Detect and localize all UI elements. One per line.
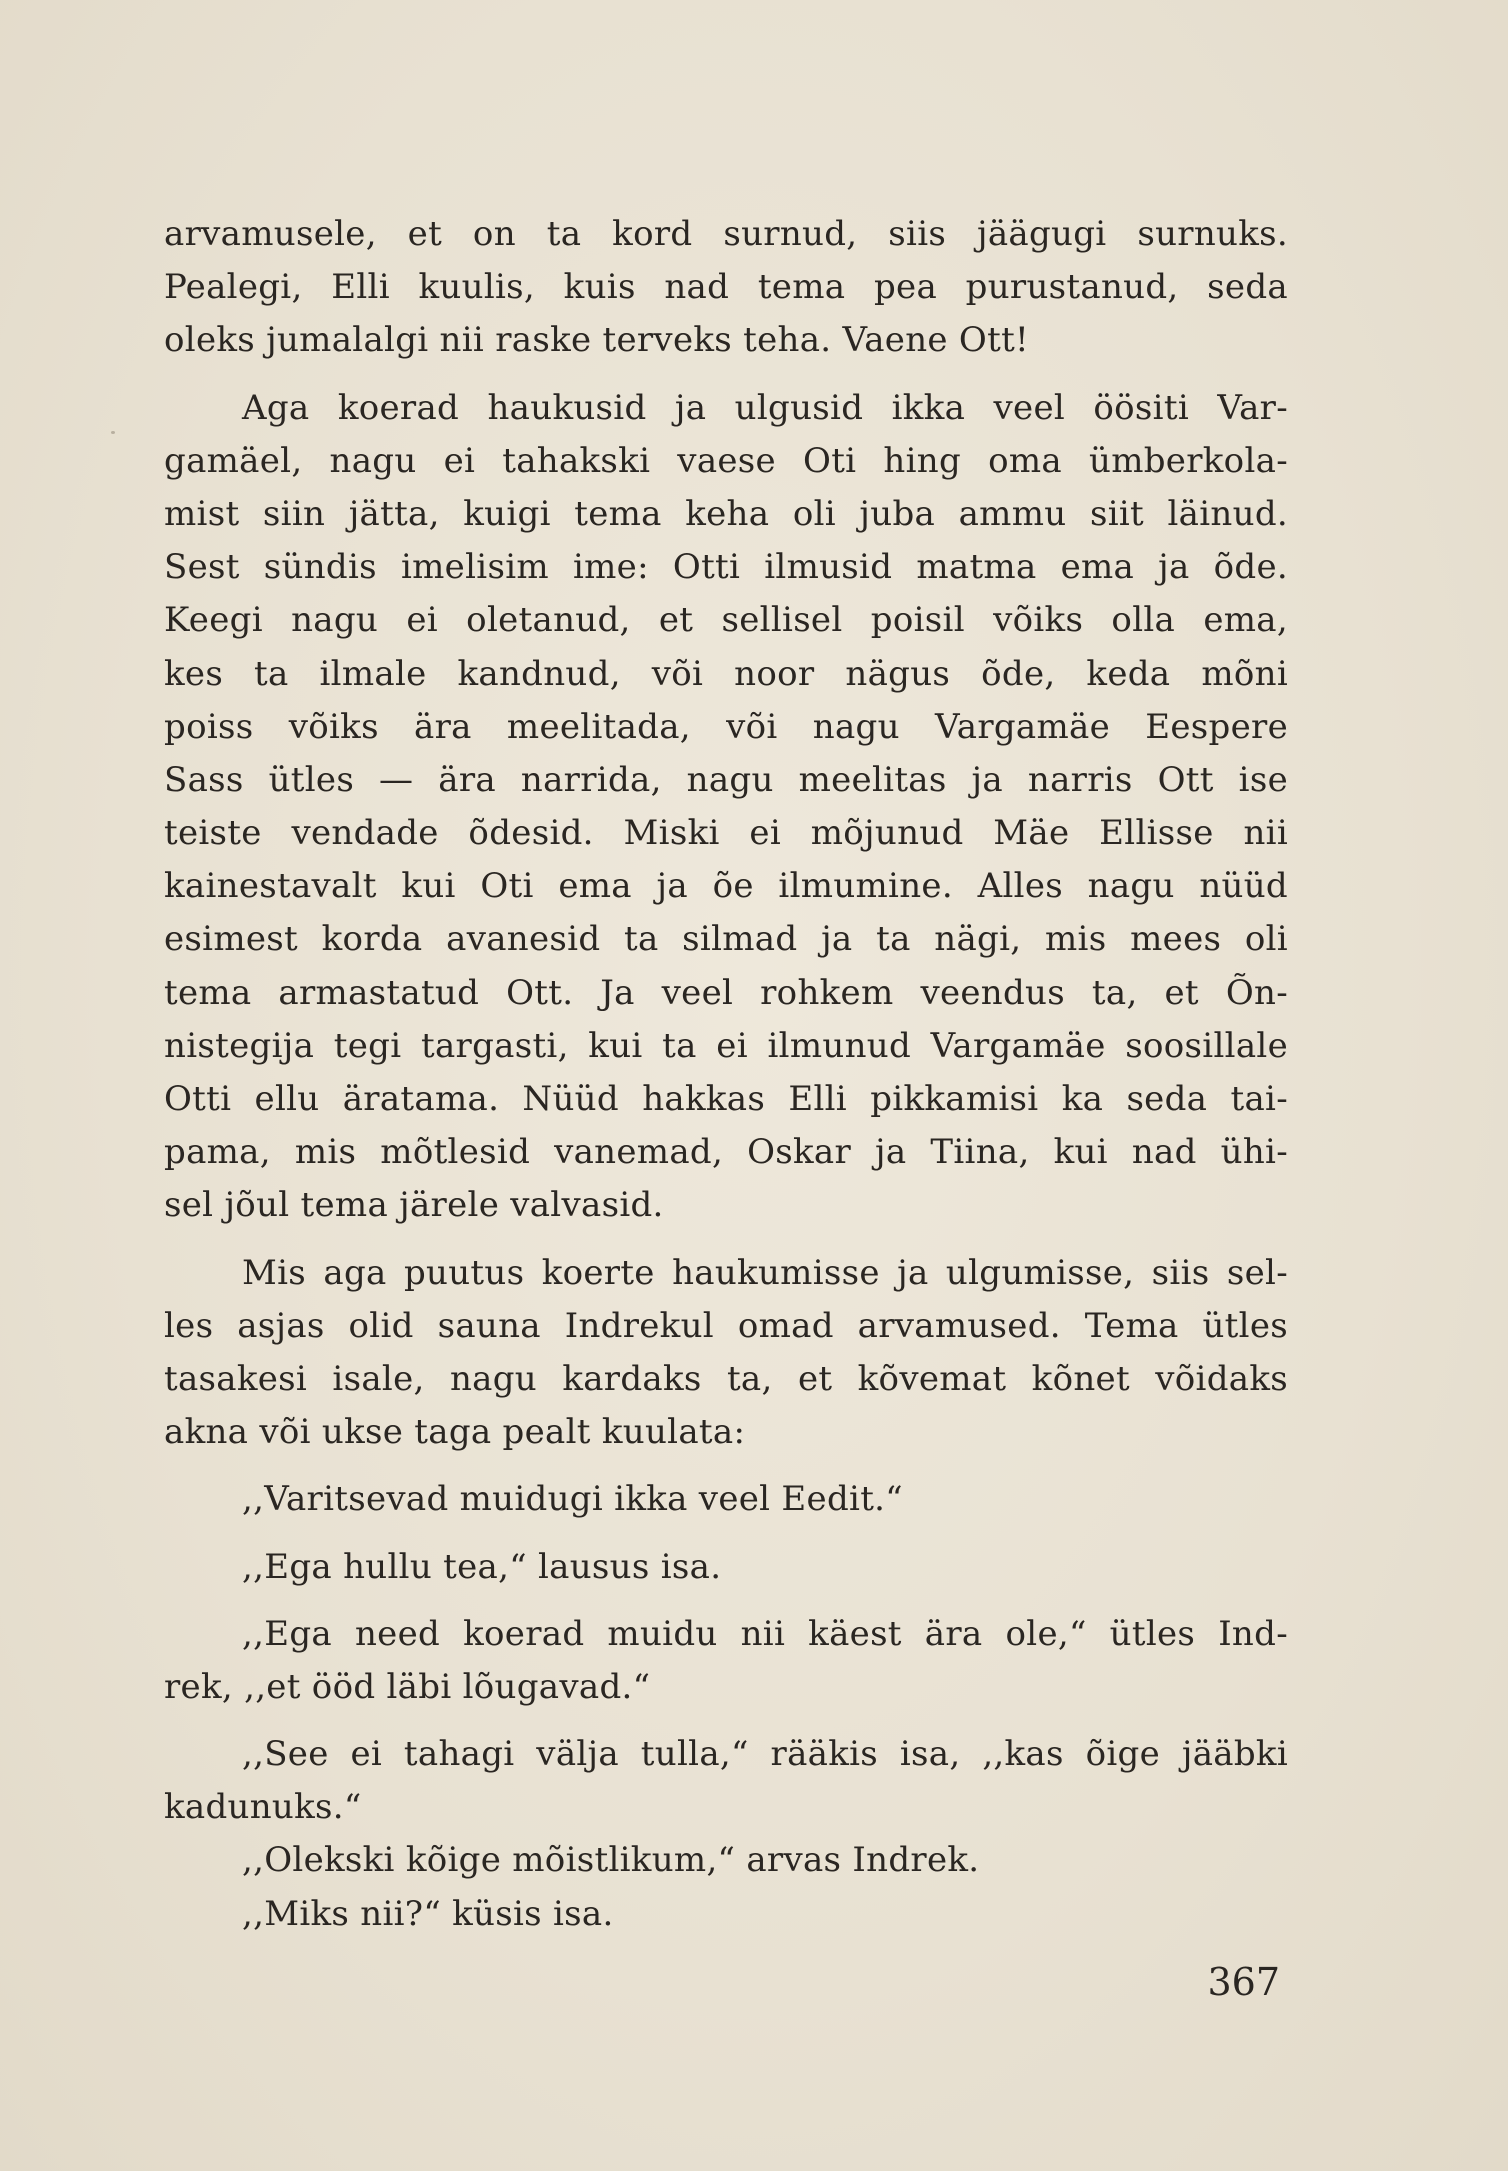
body-text — [164, 208, 1288, 1941]
paragraph — [164, 1608, 1288, 1714]
text-line: ,,Miks nii?“ küsis isa. — [242, 1893, 614, 1934]
text-line: ,,Ega hullu tea,“ lausus isa. — [242, 1546, 722, 1587]
text-line: gamäel, nagu ei tahakski vaese Oti hing oma ümberkola- — [164, 440, 1288, 481]
text-line: teiste vendade õdesid. Miski ei mõjunud Mäe Ellisse nii — [164, 813, 1288, 854]
text-line: ,,See ei tahagi välja tulla,“ rääkis isa, ,,kas õige jääbki — [242, 1734, 1288, 1775]
text-line: kadunuks.“ — [164, 1787, 362, 1828]
text-line: kainestavalt kui Oti ema ja õe ilmumine. Alles nagu nüüd — [164, 866, 1288, 907]
paper-speck — [111, 431, 115, 434]
text-line: Aga koerad haukusid ja ulgusid ikka veel öösiti Var- — [242, 387, 1288, 428]
page-number: 367 — [1207, 1960, 1280, 2004]
text-line: ,,Varitsevad muidugi ikka veel Eedit.“ — [242, 1479, 903, 1520]
text-line: mist siin jätta, kuigi tema keha oli juba ammu siit läinud. — [164, 493, 1288, 534]
text-line: Sest sündis imelisim ime: Otti ilmusid matma ema ja õde. — [164, 547, 1288, 588]
text-line: arvamusele, et on ta kord surnud, siis jäägugi surnuks. — [164, 214, 1288, 254]
paragraph — [164, 1473, 1288, 1526]
paragraph — [164, 382, 1288, 1233]
text-line: poiss võiks ära meelitada, või nagu Vargamäe Eespere — [164, 706, 1288, 747]
text-line: sel jõul tema järele valvasid. — [164, 1185, 664, 1226]
text-line: esimest korda avanesid ta silmad ja ta nägi, mis mees oli — [164, 919, 1288, 960]
text-line: Mis aga puutus koerte haukumisse ja ulgumisse, siis sel- — [242, 1252, 1288, 1293]
text-line: Keegi nagu ei oletanud, et sellisel poisil võiks olla ema, — [164, 600, 1288, 641]
text-line: ,,Ega need koerad muidu nii käest ära ole,“ ütles Ind- — [242, 1613, 1288, 1654]
text-line: tema armastatud Ott. Ja veel rohkem veendus ta, et Õn- — [164, 972, 1288, 1013]
text-line: Pealegi, Elli kuulis, kuis nad tema pea purustanud, seda — [164, 267, 1288, 308]
text-line: les asjas olid sauna Indrekul omad arvamused. Tema ütles — [164, 1305, 1288, 1346]
text-line: tasakesi isale, nagu kardaks ta, et kõvemat kõnet võidaks — [164, 1358, 1288, 1399]
paragraph — [164, 1834, 1288, 1887]
text-line: oleks jumalalgi nii raske terveks teha. Vaene Ott! — [164, 320, 1029, 361]
text-line: akna või ukse taga pealt kuulata: — [164, 1412, 746, 1453]
paragraph — [164, 1888, 1288, 1941]
paragraph — [164, 1728, 1288, 1834]
paragraph — [164, 1247, 1288, 1460]
paragraph — [164, 208, 1288, 368]
text-line: pama, mis mõtlesid vanemad, Oskar ja Tiina, kui nad ühi- — [164, 1132, 1288, 1173]
text-line: rek, ,,et ööd läbi lõugavad.“ — [164, 1666, 651, 1707]
text-line: ,,Olekski kõige mõistlikum,“ arvas Indrek. — [242, 1840, 980, 1881]
paragraph — [164, 1541, 1288, 1594]
text-line: nistegija tegi targasti, kui ta ei ilmunud Vargamäe soosillale — [164, 1025, 1288, 1066]
text-line: Otti ellu äratama. Nüüd hakkas Elli pikkamisi ka seda tai- — [164, 1079, 1288, 1119]
text-line: kes ta ilmale kandnud, või noor nägus õde, keda mõni — [164, 653, 1288, 694]
text-line: Sass ütles — ära narrida, nagu meelitas ja narris Ott ise — [164, 759, 1288, 800]
